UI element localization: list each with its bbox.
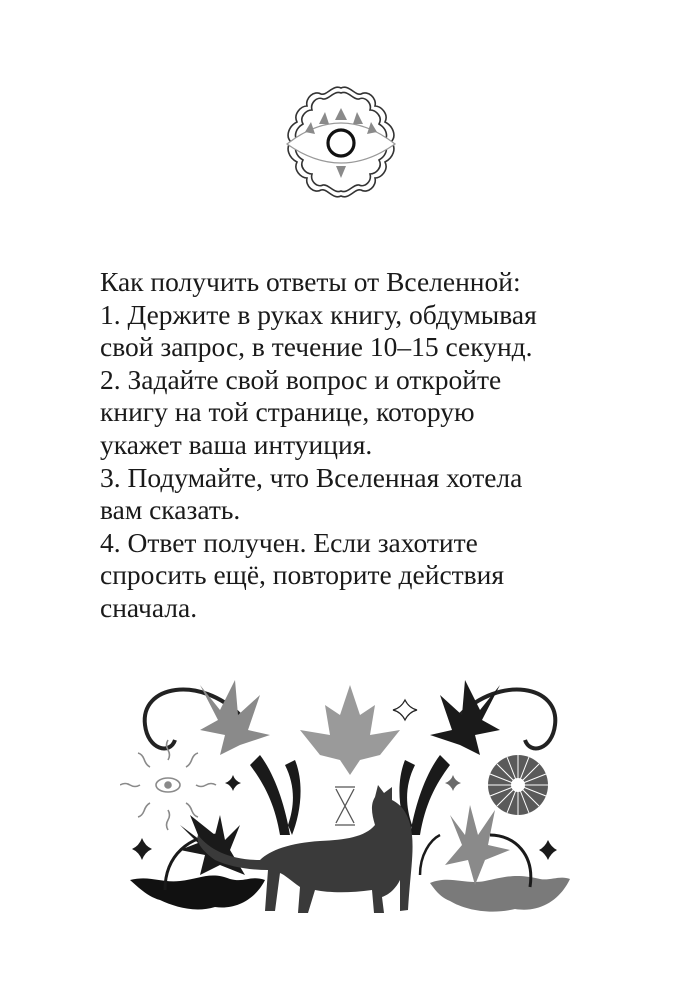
right-wave-bowl [430,876,570,912]
cat-among-plants-illustration [120,675,580,920]
right-black-leaf [430,680,500,755]
step-4-line-3: сначала. [100,591,198,623]
sparkle-outline-icon [393,700,417,720]
step-2-line-2: книгу на той странице, которую [100,396,475,428]
instructions-text [100,266,600,625]
right-bottom-plant [445,805,510,885]
step-1-line-1: 1. Держите в руках книгу, обдумывая [100,298,537,330]
step-3-line-2: вам сказать. [100,494,241,526]
sparkle-icon [132,838,152,860]
step-1-line-2: свой запрос, в течение 10–15 секунд. [100,331,533,363]
step-2-line-1: 2. Задайте свой вопрос и откройте [100,363,502,395]
step-4-line-2: спросить ещё, повторите действия [100,559,505,591]
sparkle-icon [225,775,241,791]
eye-in-wavy-sun-icon [273,82,409,202]
step-3-line-1: 3. Подумайте, что Вселенная хотела [100,461,523,493]
center-gray-leaf [300,685,400,775]
sun-with-eye-icon [120,740,216,830]
sparkle-icon [445,775,461,791]
step-4-line-1: 4. Ответ получен. Если захотите [100,526,478,558]
left-wave-bowl [130,876,265,910]
hourglass-icon [335,787,355,825]
left-black-plant [250,755,301,835]
sparkle-icon [539,840,557,860]
left-gray-leaf [200,680,270,755]
step-2-line-3: укажет ваша интуиция. [100,428,373,460]
flower-icon [488,755,548,815]
instructions-heading: Как получить ответы от Вселенной: [100,266,521,297]
